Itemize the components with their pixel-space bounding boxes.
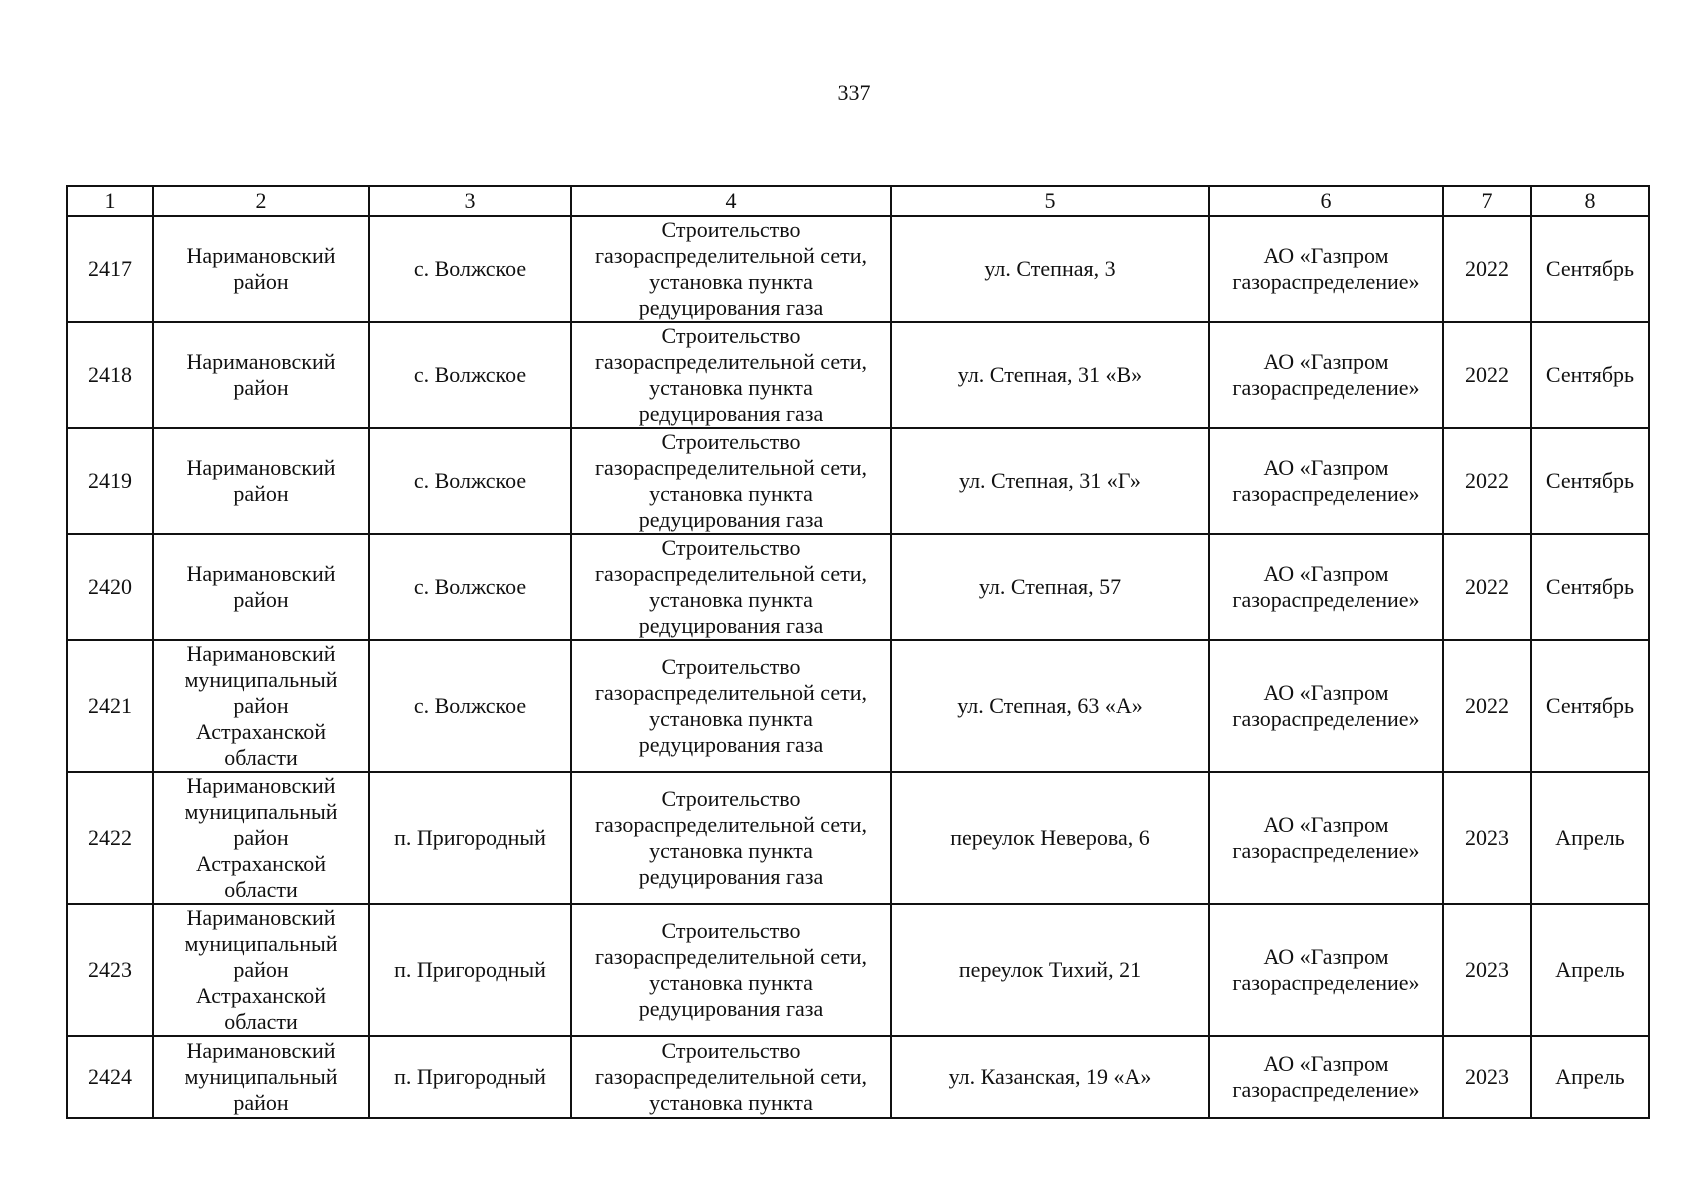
district-cell-line: Астраханской (195, 719, 327, 744)
work-description-cell-line: установка пункта (649, 838, 813, 863)
table-row (67, 534, 1649, 640)
organization-cell (1209, 772, 1443, 904)
district-cell (153, 904, 369, 1036)
row-number-cell: 2421 (67, 640, 153, 772)
table-row (67, 428, 1649, 534)
work-description-cell-line: установка пункта (649, 970, 813, 995)
header-row (67, 186, 1649, 216)
organization-cell-line: газораспределение» (1232, 375, 1420, 400)
work-description-cell-line: установка пункта (649, 1090, 813, 1115)
work-description-cell-line: газораспределительной сети, (595, 812, 867, 837)
work-description-cell-line: Строительство (661, 429, 801, 454)
year-cell: 2022 (1443, 640, 1531, 772)
address-cell: ул. Степная, 3 (891, 216, 1209, 322)
month-cell: Сентябрь (1531, 640, 1649, 772)
header-cell: 4 (571, 186, 891, 216)
district-cell-line: район (233, 825, 289, 850)
works-table (66, 185, 1650, 1119)
row-number-cell: 2422 (67, 772, 153, 904)
header-cell: 5 (891, 186, 1209, 216)
organization-cell (1209, 428, 1443, 534)
work-description-cell (571, 772, 891, 904)
organization-cell-line: газораспределение» (1232, 838, 1420, 863)
header-cell: 7 (1443, 186, 1531, 216)
organization-cell-line: АО «Газпром (1263, 1051, 1389, 1076)
table-row (67, 1036, 1649, 1118)
work-description-cell-line: газораспределительной сети, (595, 1064, 867, 1089)
row-number-cell: 2419 (67, 428, 153, 534)
organization-cell (1209, 904, 1443, 1036)
district-cell (153, 1036, 369, 1118)
district-cell-line: Наримановский (186, 561, 336, 586)
organization-cell-line: АО «Газпром (1263, 561, 1389, 586)
district-cell-line: район (233, 481, 289, 506)
settlement-cell: п. Пригородный (369, 904, 571, 1036)
work-description-cell-line: Строительство (661, 918, 801, 943)
work-description-cell-line: установка пункта (649, 375, 813, 400)
row-number-cell: 2424 (67, 1036, 153, 1118)
month-cell: Апрель (1531, 1036, 1649, 1118)
organization-cell-line: АО «Газпром (1263, 349, 1389, 374)
address-cell: переулок Неверова, 6 (891, 772, 1209, 904)
header-cell: 8 (1531, 186, 1649, 216)
year-cell: 2022 (1443, 534, 1531, 640)
work-description-cell-line: газораспределительной сети, (595, 561, 867, 586)
district-cell (153, 216, 369, 322)
work-description-cell-line: газораспределительной сети, (595, 349, 867, 374)
district-cell-line: Астраханской (195, 983, 327, 1008)
district-cell-line: Наримановский (186, 455, 336, 480)
district-cell-line: район (233, 269, 289, 294)
year-cell: 2022 (1443, 322, 1531, 428)
district-cell-line: муниципальный (184, 1064, 338, 1089)
district-cell-line: области (224, 1009, 298, 1034)
settlement-cell: с. Волжское (369, 322, 571, 428)
district-cell-line: Наримановский (186, 641, 336, 666)
work-description-cell-line: Строительство (661, 1038, 801, 1063)
district-cell-line: области (224, 745, 298, 770)
organization-cell (1209, 640, 1443, 772)
address-cell: ул. Степная, 31 «Г» (891, 428, 1209, 534)
work-description-cell-line: установка пункта (649, 269, 813, 294)
row-number-cell: 2420 (67, 534, 153, 640)
work-description-cell (571, 1036, 891, 1118)
organization-cell-line: АО «Газпром (1263, 812, 1389, 837)
organization-cell-line: газораспределение» (1232, 1077, 1420, 1102)
district-cell-line: район (233, 957, 289, 982)
work-description-cell-line: редуцирования газа (638, 732, 824, 757)
district-cell-line: муниципальный (184, 799, 338, 824)
district-cell-line: Наримановский (186, 243, 336, 268)
month-cell: Апрель (1531, 904, 1649, 1036)
organization-cell (1209, 322, 1443, 428)
district-cell (153, 428, 369, 534)
organization-cell-line: газораспределение» (1232, 970, 1420, 995)
district-cell-line: области (224, 877, 298, 902)
organization-cell-line: АО «Газпром (1263, 455, 1389, 480)
year-cell: 2022 (1443, 428, 1531, 534)
page-number: 337 (837, 80, 871, 105)
address-cell: переулок Тихий, 21 (891, 904, 1209, 1036)
organization-cell (1209, 1036, 1443, 1118)
organization-cell-line: газораспределение» (1232, 269, 1420, 294)
address-cell: ул. Степная, 63 «А» (891, 640, 1209, 772)
work-description-cell (571, 428, 891, 534)
district-cell-line: район (233, 375, 289, 400)
district-cell-line: район (233, 587, 289, 612)
header-cell: 6 (1209, 186, 1443, 216)
district-cell-line: Наримановский (186, 905, 336, 930)
district-cell (153, 322, 369, 428)
table-row (67, 216, 1649, 322)
work-description-cell-line: редуцирования газа (638, 864, 824, 889)
district-cell-line: муниципальный (184, 667, 338, 692)
work-description-cell-line: редуцирования газа (638, 613, 824, 638)
work-description-cell-line: газораспределительной сети, (595, 455, 867, 480)
organization-cell-line: газораспределение» (1232, 706, 1420, 731)
organization-cell-line: АО «Газпром (1263, 944, 1389, 969)
work-description-cell-line: Строительство (661, 786, 801, 811)
settlement-cell: с. Волжское (369, 216, 571, 322)
month-cell: Сентябрь (1531, 534, 1649, 640)
organization-cell-line: АО «Газпром (1263, 243, 1389, 268)
table-row (67, 640, 1649, 772)
work-description-cell-line: редуцирования газа (638, 295, 824, 320)
work-description-cell (571, 904, 891, 1036)
month-cell: Сентябрь (1531, 322, 1649, 428)
header-cell: 1 (67, 186, 153, 216)
address-cell: ул. Казанская, 19 «А» (891, 1036, 1209, 1118)
work-description-cell-line: Строительство (661, 217, 801, 242)
row-number-cell: 2418 (67, 322, 153, 428)
month-cell: Апрель (1531, 772, 1649, 904)
district-cell-line: Наримановский (186, 1038, 336, 1063)
work-description-cell (571, 640, 891, 772)
row-number-cell: 2423 (67, 904, 153, 1036)
work-description-cell-line: газораспределительной сети, (595, 680, 867, 705)
table-row (67, 322, 1649, 428)
district-cell-line: Наримановский (186, 773, 336, 798)
settlement-cell: с. Волжское (369, 534, 571, 640)
organization-cell-line: АО «Газпром (1263, 680, 1389, 705)
month-cell: Сентябрь (1531, 216, 1649, 322)
table-row (67, 904, 1649, 1036)
district-cell (153, 534, 369, 640)
work-description-cell-line: установка пункта (649, 481, 813, 506)
table-body (67, 216, 1649, 1118)
work-description-cell-line: редуцирования газа (638, 507, 824, 532)
header-cell: 3 (369, 186, 571, 216)
work-description-cell (571, 534, 891, 640)
work-description-cell-line: установка пункта (649, 587, 813, 612)
district-cell-line: район (233, 693, 289, 718)
address-cell: ул. Степная, 57 (891, 534, 1209, 640)
district-cell (153, 772, 369, 904)
settlement-cell: с. Волжское (369, 428, 571, 534)
organization-cell (1209, 216, 1443, 322)
year-cell: 2023 (1443, 904, 1531, 1036)
header-cell: 2 (153, 186, 369, 216)
address-cell: ул. Степная, 31 «В» (891, 322, 1209, 428)
work-description-cell-line: Строительство (661, 535, 801, 560)
organization-cell-line: газораспределение» (1232, 587, 1420, 612)
district-cell-line: муниципальный (184, 931, 338, 956)
work-description-cell-line: Строительство (661, 323, 801, 348)
work-description-cell-line: установка пункта (649, 706, 813, 731)
year-cell: 2022 (1443, 216, 1531, 322)
work-description-cell (571, 216, 891, 322)
work-description-cell-line: редуцирования газа (638, 401, 824, 426)
year-cell: 2023 (1443, 772, 1531, 904)
district-cell-line: Астраханской (195, 851, 327, 876)
month-cell: Сентябрь (1531, 428, 1649, 534)
work-description-cell-line: Строительство (661, 654, 801, 679)
work-description-cell (571, 322, 891, 428)
settlement-cell: с. Волжское (369, 640, 571, 772)
organization-cell (1209, 534, 1443, 640)
settlement-cell: п. Пригородный (369, 1036, 571, 1118)
year-cell: 2023 (1443, 1036, 1531, 1118)
work-description-cell-line: газораспределительной сети, (595, 243, 867, 268)
work-description-cell-line: газораспределительной сети, (595, 944, 867, 969)
work-description-cell-line: редуцирования газа (638, 996, 824, 1021)
district-cell-line: Наримановский (186, 349, 336, 374)
settlement-cell: п. Пригородный (369, 772, 571, 904)
district-cell-line: район (233, 1090, 289, 1115)
table-row (67, 772, 1649, 904)
organization-cell-line: газораспределение» (1232, 481, 1420, 506)
row-number-cell: 2417 (67, 216, 153, 322)
district-cell (153, 640, 369, 772)
